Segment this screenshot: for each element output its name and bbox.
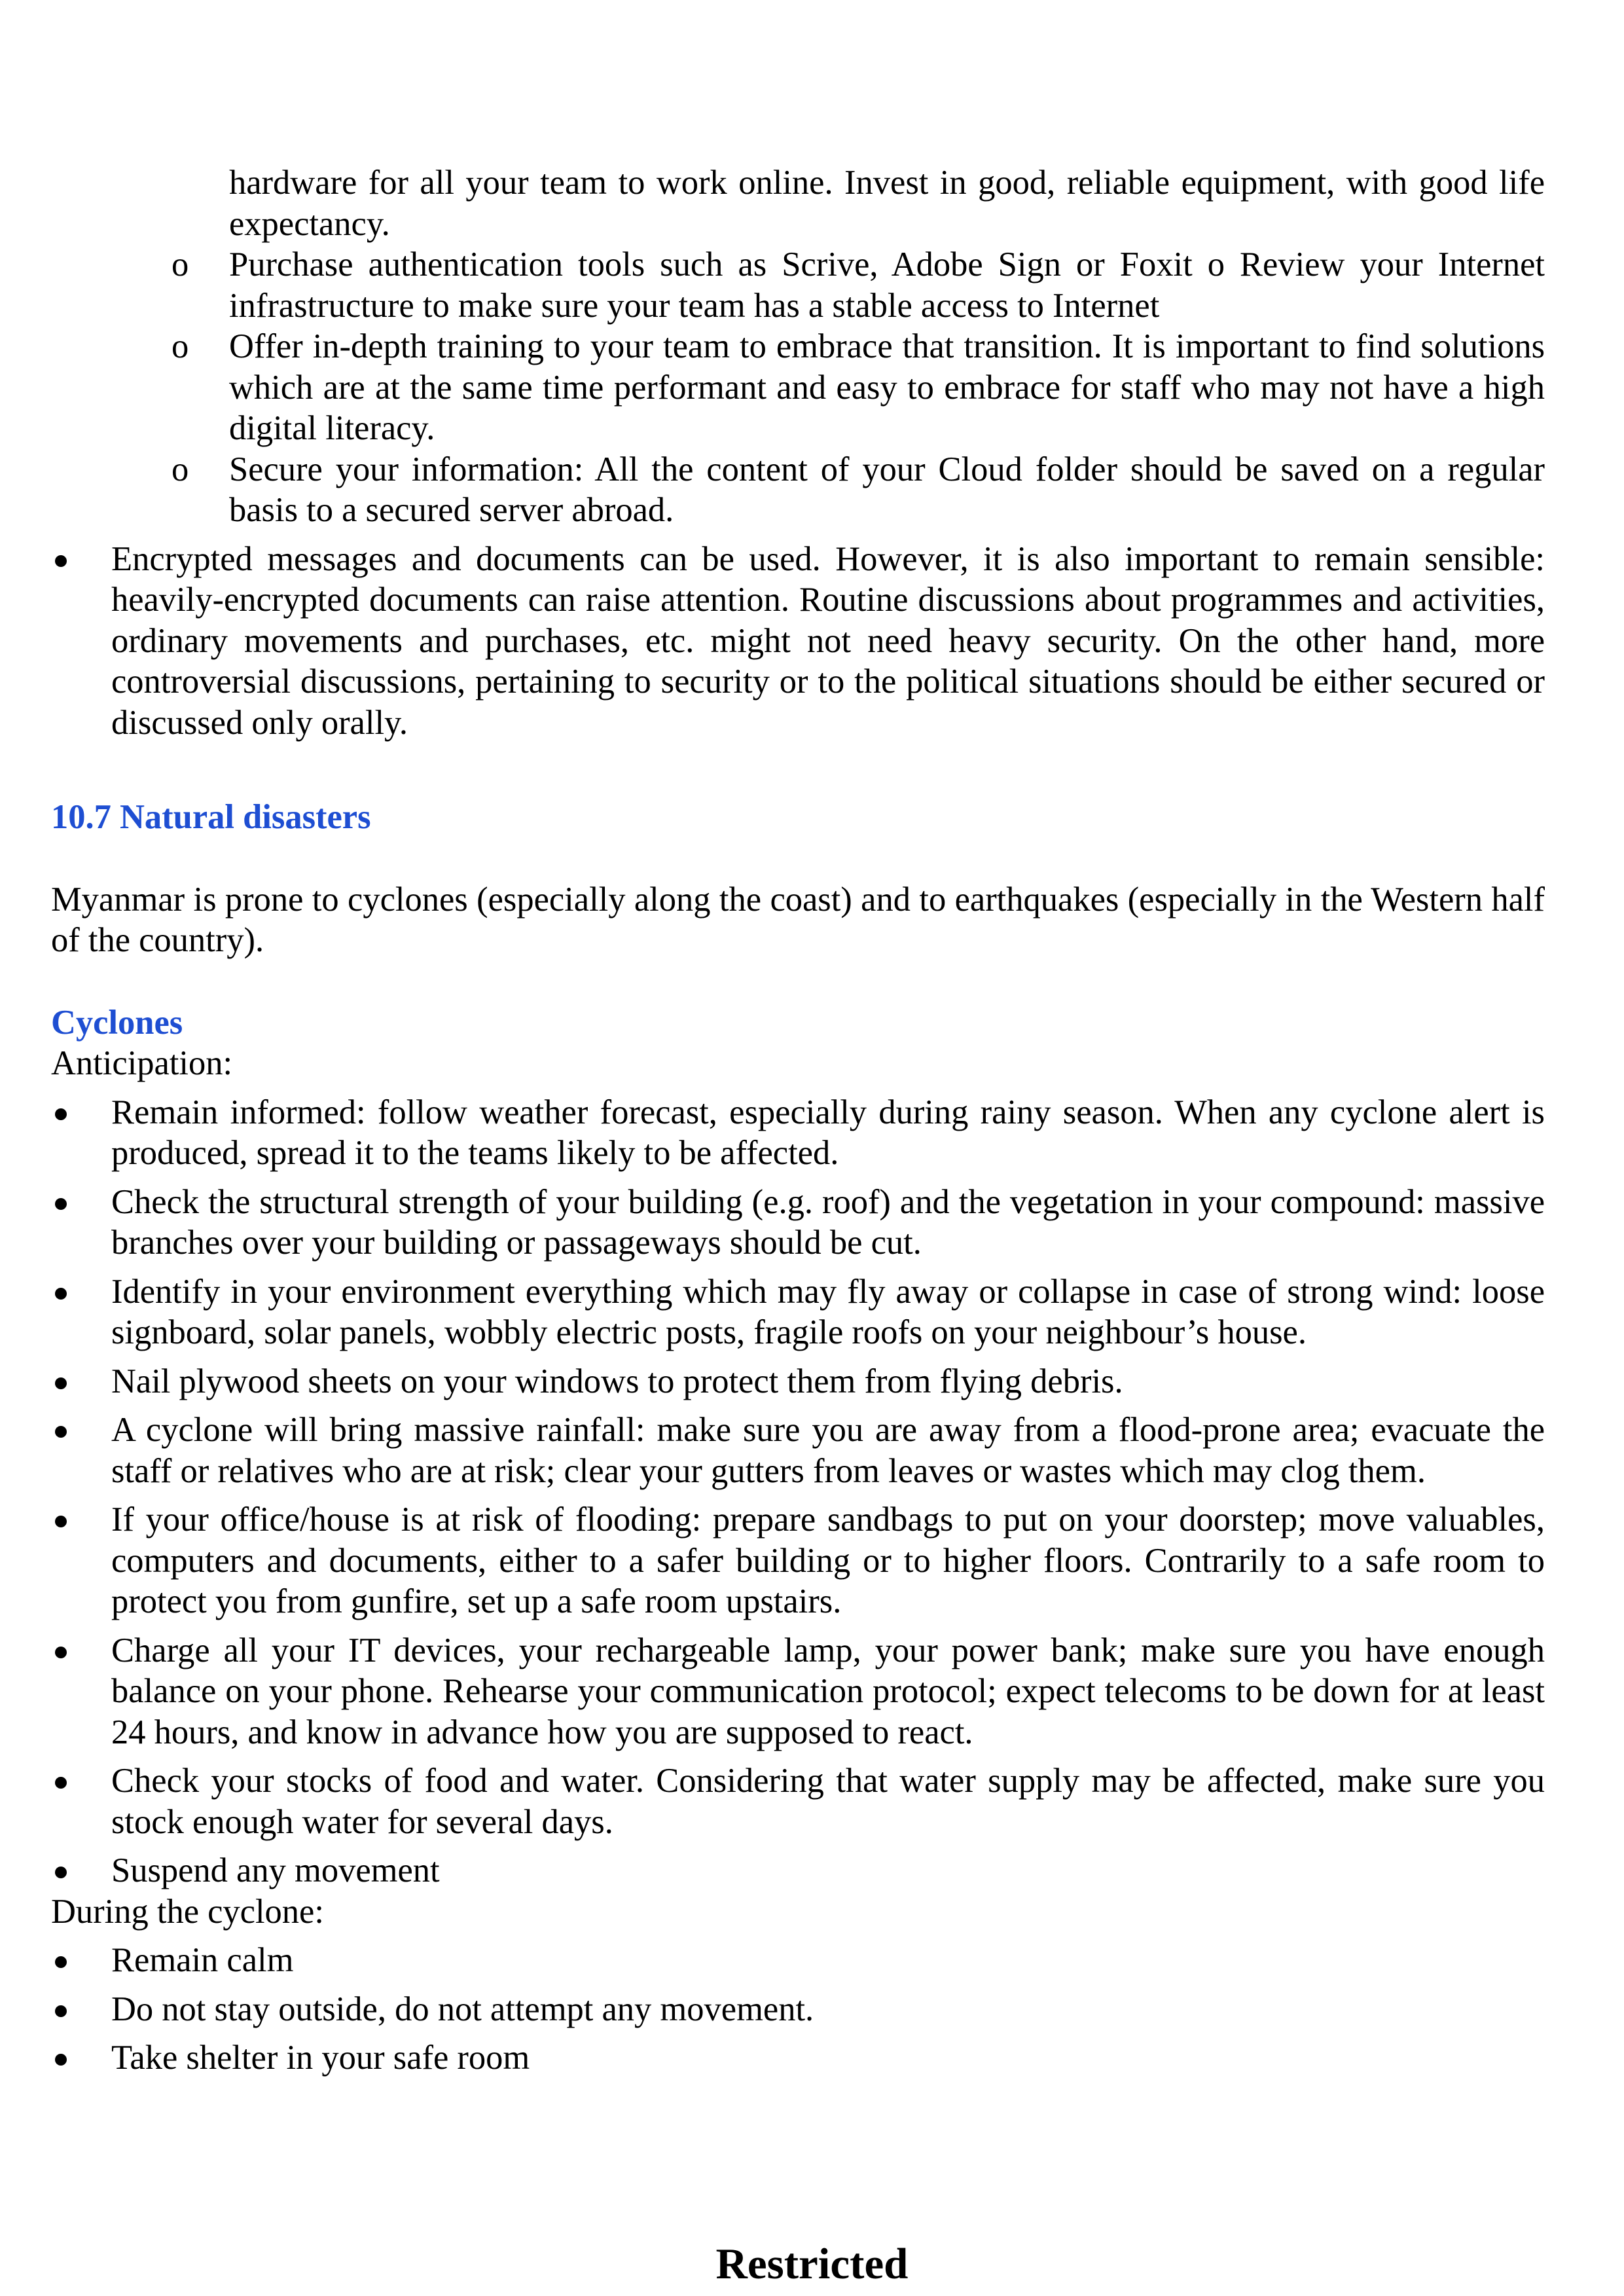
restricted-footer: Restricted <box>715 2240 909 2288</box>
circle-marker-icon: o <box>171 450 189 488</box>
list-item <box>51 1499 1545 1622</box>
list-item <box>51 1361 1545 1402</box>
bullet-icon <box>51 539 71 580</box>
sub-list-item <box>51 326 1545 449</box>
sub-list-item-text: Purchase authentication tools such as Scrive, Adobe Sign or Foxit o Review your Internet infrastructure to make sure your team has a stable access to Internet <box>229 246 1545 325</box>
intro-continuation: hardware for all your team to work online. Invest in good, reliable equipment, with good life expectancy. <box>229 164 1545 243</box>
during-list <box>51 1940 1545 2079</box>
list-item-text: Check your stocks of food and water. Considering that water supply may be affected, make sure you stock enough water for several days. <box>111 1762 1545 1841</box>
bullet-icon <box>51 2037 71 2079</box>
list-item-text: A cyclone will bring massive rainfall: make sure you are away from a flood-prone area; evacuate the staff or relatives who are at risk; clear your gutters from leaves or wastes which may clog them. <box>111 1411 1545 1490</box>
bullet-icon <box>51 1361 71 1402</box>
bullet-icon <box>51 1989 71 2030</box>
list-item <box>51 2037 1545 2079</box>
circle-marker-icon: o <box>171 246 189 283</box>
cyclones-heading: Cyclones <box>51 1003 183 1042</box>
list-item <box>51 1410 1545 1491</box>
bullet-icon <box>51 1940 71 1981</box>
list-item <box>51 1271 1545 1353</box>
list-item <box>51 1989 1545 2030</box>
bullet-icon <box>51 1630 71 1671</box>
list-item <box>51 1630 1545 1753</box>
bullet-icon <box>51 1092 71 1133</box>
list-item-text: Charge all your IT devices, your rechargeable lamp, your power bank; make sure you have enough balance on your phone. Rehearse your communication protocol; expect telecoms to be down for at least 24 hours, and know in advance how you are supposed to react. <box>111 1631 1545 1751</box>
list-item-text: Remain informed: follow weather forecast, especially during rainy season. When any cyclone alert is produced, spread it to the teams likely to be affected. <box>111 1093 1545 1172</box>
list-item-text: Nail plywood sheets on your windows to protect them from flying debris. <box>111 1362 1123 1400</box>
sub-list-item <box>51 244 1545 326</box>
list-item <box>51 1940 1545 1981</box>
bullet-icon <box>51 1760 71 1802</box>
bullet-icon <box>51 1499 71 1540</box>
sub-list-item <box>51 449 1545 531</box>
anticipation-label: Anticipation: <box>51 1044 233 1082</box>
section-intro: Myanmar is prone to cyclones (especially along the coast) and to earthquakes (especially in the Western half of the country). <box>51 880 1545 959</box>
sub-list-item-text: Offer in-depth training to your team to embrace that transition. It is important to find solutions which are at the same time performant and easy to embrace for staff who may not have a high digital literacy. <box>229 327 1545 447</box>
list-item-text: Take shelter in your safe room <box>111 2039 530 2077</box>
list-item <box>51 539 1545 744</box>
list-item-text: Remain calm <box>111 1941 294 1979</box>
list-item-text: Check the structural strength of your building (e.g. roof) and the vegetation in your compound: massive branches over your building or passageways should be cut. <box>111 1182 1545 1262</box>
list-item-text: If your office/house is at risk of flooding: prepare sandbags to put on your doorstep; move valuables, computers and documents, either to a safer building or to higher floors. Contrarily to a safe room to protect you from gunfire, set up a safe room upstairs. <box>111 1501 1545 1620</box>
list-item <box>51 1092 1545 1174</box>
list-item <box>51 1182 1545 1264</box>
list-item-text: Suspend any movement <box>111 1851 440 1889</box>
section-heading: 10.7 Natural disasters <box>51 798 371 836</box>
sub-list <box>51 244 1545 531</box>
anticipation-list <box>51 1092 1545 1891</box>
list-item-text: Encrypted messages and documents can be used. However, it is also important to remain sensible: heavily-encrypted documents can raise attention. Routine discussions about programmes and activities, ordinary movements and purchases, etc. might not need heavy security. On the other hand, more controversial discussions, pertaining to security or to the political situations should be either secured or discussed only orally. <box>111 539 1545 742</box>
list-item <box>51 1850 1545 1891</box>
encryption-list <box>51 539 1545 744</box>
sub-list-item-text: Secure your information: All the content of your Cloud folder should be saved on a regular basis to a secured server abroad. <box>229 450 1545 529</box>
bullet-icon <box>51 1271 71 1313</box>
bullet-icon <box>51 1182 71 1223</box>
list-item-text: Identify in your environment everything which may fly away or collapse in case of strong wind: loose signboard, solar panels, wobbly electric posts, fragile roofs on your neighbour’s house. <box>111 1272 1545 1351</box>
document-page <box>51 162 1545 2079</box>
list-item-text: Do not stay outside, do not attempt any movement. <box>111 1990 814 2028</box>
list-item <box>51 1760 1545 1842</box>
bullet-icon <box>51 1850 71 1891</box>
circle-marker-icon: o <box>171 327 189 365</box>
bullet-icon <box>51 1410 71 1451</box>
during-label: During the cyclone: <box>51 1892 324 1931</box>
